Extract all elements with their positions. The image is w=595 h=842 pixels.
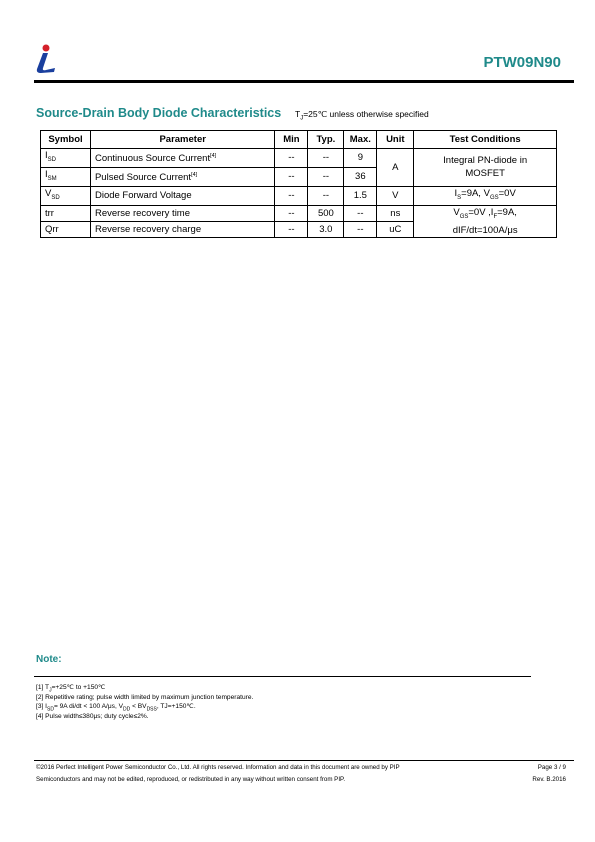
typ-cell: -- (308, 149, 344, 168)
header-rule (34, 80, 574, 83)
note-3: [3] $I_{SD}= 9A$ di/dt < 100 A/μs, $V_{DD} < BV_{DSS}$, TJ=+150℃. (36, 703, 196, 713)
min-cell: -- (275, 167, 308, 186)
notes-rule (34, 676, 531, 677)
unit-cell: uC (377, 221, 414, 237)
col-header: Test Conditions (414, 131, 557, 149)
max-cell: 9 (344, 149, 377, 168)
table-row (41, 186, 557, 205)
footer-notice: Semiconductors and may not be edited, reproduced, or redistributed in any way without written consent from PIP. (36, 776, 346, 783)
footer-copyright: ©2016 Perfect Intelligent Power Semiconductor Co., Ltd. All rights reserved. Information and data in this document are owned by PIP (36, 764, 400, 771)
symbol-cell: $I_{SM}$ (41, 167, 91, 186)
symbol-cell: $I_{SD}$ (41, 149, 91, 168)
typ-cell: -- (308, 186, 344, 205)
table-header-row (41, 131, 557, 149)
part-number: PTW09N90 (483, 54, 561, 71)
parameter-cell: Reverse recovery charge (90, 221, 274, 237)
test-condition-cell: $V_{GS}=0V$ $,I_F=9A$, dIF/dt=100A/μs (414, 205, 557, 237)
section-title: Source-Drain Body Diode Characteristics (36, 106, 282, 120)
col-header: Min (275, 131, 308, 149)
revision: Rev. B.2016 (532, 776, 566, 783)
col-header: Symbol (41, 131, 91, 149)
max-cell: 1.5 (344, 186, 377, 205)
min-cell: -- (275, 149, 308, 168)
test-condition-cell: $I_S=9A$, $V_{GS}=0V$ (414, 186, 557, 205)
note-1: [1] $T_J=+25℃$ to +150℃ (36, 684, 106, 694)
notes-title: Note: (36, 654, 62, 665)
test-condition-cell: Integral PN-diode in MOSFET (414, 149, 557, 187)
min-cell: -- (275, 205, 308, 221)
pip-logo (34, 44, 56, 74)
typ-cell: 500 (308, 205, 344, 221)
table-row (41, 205, 557, 221)
note-4: [4] Pulse width≤380μs; duty cycle≤2%. (36, 713, 149, 720)
symbol-cell: Qrr (41, 221, 91, 237)
max-cell: -- (344, 205, 377, 221)
typ-cell: -- (308, 167, 344, 186)
note-2: [2] Repetitive rating; pulse width limited by maximum junction temperature. (36, 694, 254, 701)
symbol-cell: trr (41, 205, 91, 221)
table-row (41, 149, 557, 168)
min-cell: -- (275, 186, 308, 205)
col-header: Unit (377, 131, 414, 149)
parameter-cell: Pulsed Source Current[4] (90, 167, 274, 186)
col-header: Max. (344, 131, 377, 149)
symbol-cell: $V_{SD}$ (41, 186, 91, 205)
min-cell: -- (275, 221, 308, 237)
parameter-cell: Reverse recovery time (90, 205, 274, 221)
col-header: Typ. (308, 131, 344, 149)
max-cell: 36 (344, 167, 377, 186)
footer-rule (34, 760, 574, 761)
parameter-cell: Diode Forward Voltage (90, 186, 274, 205)
diode-characteristics-table (40, 130, 557, 238)
unit-cell: V (377, 186, 414, 205)
max-cell: -- (344, 221, 377, 237)
unit-cell: ns (377, 205, 414, 221)
col-header: Parameter (90, 131, 274, 149)
section-condition: $T_J=25℃$ unless otherwise specified (295, 109, 429, 122)
parameter-cell: Continuous Source Current[4] (90, 149, 274, 168)
typ-cell: 3.0 (308, 221, 344, 237)
page-number: Page 3 / 9 (537, 764, 566, 771)
unit-cell: A (377, 149, 414, 187)
